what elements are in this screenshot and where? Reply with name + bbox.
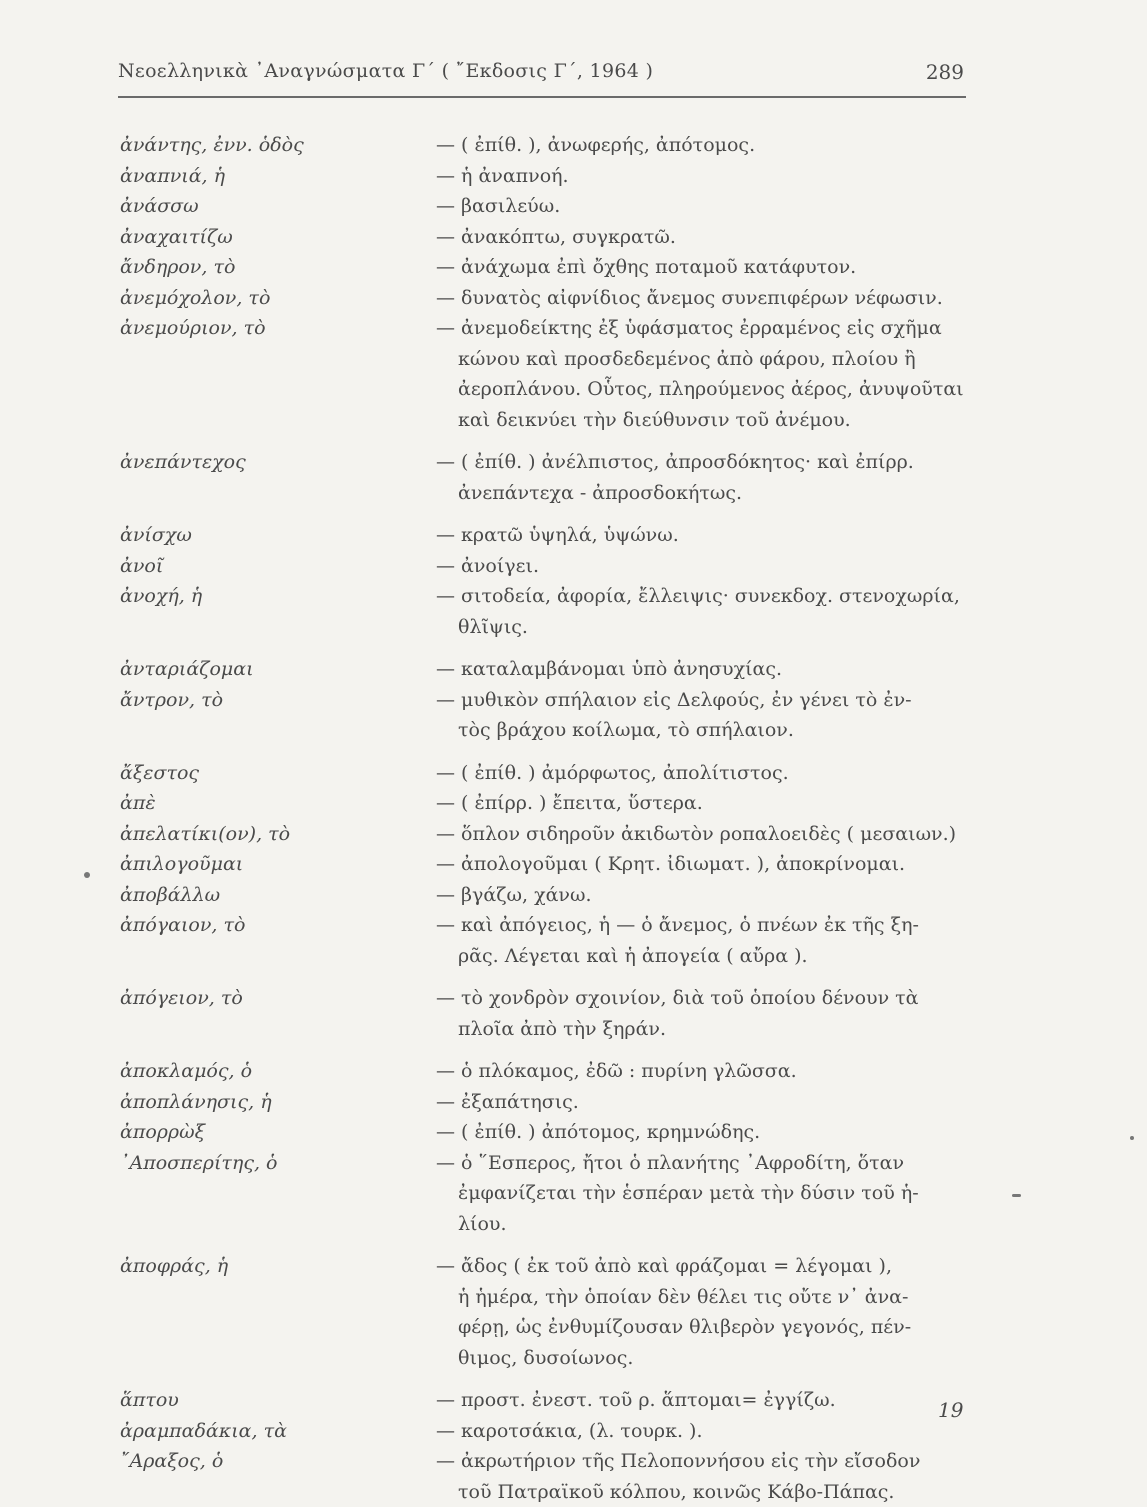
definition-line: — ἀνακόπτω, συγκρατῶ.	[436, 222, 970, 253]
entry-definition	[436, 983, 970, 1044]
glossary-entry	[0, 551, 1147, 582]
glossary-entry	[0, 252, 1147, 283]
entry-term: ἀποπλάνησις, ἡ	[120, 1087, 420, 1118]
definition-line: — ( ἐπίρρ. ) ἔπειτα, ὕστερα.	[436, 788, 970, 819]
entry-definition	[436, 819, 970, 850]
entry-definition	[436, 685, 970, 746]
definition-line: ἀεροπλάνου. Οὗτος, πληρούμενος ἀέρος, ἀνυψοῦται	[436, 374, 970, 405]
glossary-entry	[0, 1416, 1147, 1447]
entry-term: ἀνεμούριον, τὸ	[120, 313, 420, 344]
entry-definition	[436, 1148, 970, 1240]
entry-definition	[436, 520, 970, 551]
definition-line: πλοῖα ἀπὸ τὴν ξηράν.	[436, 1014, 970, 1045]
glossary-entry	[0, 1087, 1147, 1118]
definition-line: — δυνατὸς αἰφνίδιος ἄνεμος συνεπιφέρων νέφωσιν.	[436, 283, 970, 314]
definition-line: — ἐξαπάτησις.	[436, 1087, 970, 1118]
entry-definition	[436, 1416, 970, 1447]
definition-line: — ( ἐπίθ. ), ἀνωφερής, ἀπότομος.	[436, 130, 970, 161]
entry-definition	[436, 581, 970, 642]
entry-spacer	[0, 1239, 1147, 1251]
glossary-entry	[0, 654, 1147, 685]
ink-speck	[1130, 1136, 1134, 1140]
definition-line: κώνου καὶ προσδεδεμένος ἀπὸ φάρου, πλοίου ἢ	[436, 344, 970, 375]
definition-line: — ἀνοίγει.	[436, 551, 970, 582]
glossary-entry	[0, 983, 1147, 1044]
definition-line: ρᾶς. Λέγεται καὶ ἡ ἀπογεία ( αὔρα ).	[436, 941, 970, 972]
entry-definition	[436, 283, 970, 314]
entry-term: ἀνταριάζομαι	[120, 654, 420, 685]
definition-line: — ἀνεμοδείκτης ἐξ ὑφάσματος ἐρραμένος εἰς σχῆμα	[436, 313, 970, 344]
glossary-entry	[0, 685, 1147, 746]
entry-term: ἀπορρὼξ	[120, 1117, 420, 1148]
entry-spacer	[0, 435, 1147, 447]
glossary-entry	[0, 313, 1147, 435]
entry-term: ἀνάντης, ἐνν. ὁδὸς	[120, 130, 420, 161]
entry-spacer	[0, 642, 1147, 654]
entry-spacer	[0, 746, 1147, 758]
entry-term: ῎Αραξος, ὁ	[120, 1446, 420, 1477]
entry-definition	[436, 130, 970, 161]
definition-line: λίου.	[436, 1209, 970, 1240]
ink-speck	[84, 872, 90, 878]
glossary-entry	[0, 447, 1147, 508]
entry-definition	[436, 849, 970, 880]
entry-definition	[436, 551, 970, 582]
definition-line: θιμος, δυσοίωνος.	[436, 1343, 970, 1374]
entry-term: ἀπὲ	[120, 788, 420, 819]
glossary-entry	[0, 880, 1147, 911]
definition-line: θλῖψις.	[436, 612, 970, 643]
definition-line: — ( ἐπίθ. ) ἀπότομος, κρημνώδης.	[436, 1117, 970, 1148]
definition-line: — ἡ ἀναπνοή.	[436, 161, 970, 192]
entry-term: ἀπελατίκι(ον), τὸ	[120, 819, 420, 850]
entry-term: ἅπτου	[120, 1385, 420, 1416]
entry-definition	[436, 758, 970, 789]
entry-definition	[436, 222, 970, 253]
entry-definition	[436, 788, 970, 819]
entry-term: ἀνάσσω	[120, 191, 420, 222]
definition-line: — βασιλεύω.	[436, 191, 970, 222]
glossary-entry	[0, 1446, 1147, 1507]
entry-definition	[436, 880, 970, 911]
entry-definition	[436, 1446, 970, 1507]
entry-spacer	[0, 1044, 1147, 1056]
entry-definition	[436, 1117, 970, 1148]
glossary-entry	[0, 130, 1147, 161]
glossary-entry	[0, 849, 1147, 880]
entry-term: ἀποφράς, ἡ	[120, 1251, 420, 1282]
definition-line: — μυθικὸν σπήλαιον εἰς Δελφούς, ἐν γένει τὸ ἐν-	[436, 685, 970, 716]
entry-spacer	[0, 1373, 1147, 1385]
entry-term: ἄντρον, τὸ	[120, 685, 420, 716]
definition-line: — βγάζω, χάνω.	[436, 880, 970, 911]
entry-term: ἀνεπάντεχος	[120, 447, 420, 478]
entry-term: ἄνδηρον, τὸ	[120, 252, 420, 283]
glossary-entry	[0, 758, 1147, 789]
running-header	[118, 58, 964, 98]
definition-line: — καροτσάκια, (λ. τουρκ. ).	[436, 1416, 970, 1447]
definition-line: φέρῃ, ὡς ἐνθυμίζουσαν θλιβερὸν γεγονός, πέν-	[436, 1312, 970, 1343]
entry-term: ἀποβάλλω	[120, 880, 420, 911]
glossary-entry	[0, 222, 1147, 253]
glossary-entry	[0, 819, 1147, 850]
page-number: 289	[926, 60, 964, 84]
header-title: Νεοελληνικὰ ᾿Αναγνώσματα Γ΄ ( ῎Εκδοσις Γ΄, 1964 )	[118, 60, 653, 82]
entry-definition	[436, 654, 970, 685]
entry-definition	[436, 1087, 970, 1118]
glossary-entry	[0, 161, 1147, 192]
entry-definition	[436, 313, 970, 435]
glossary-entry	[0, 520, 1147, 551]
glossary-entry	[0, 283, 1147, 314]
definition-line: — ( ἐπίθ. ) ἀνέλπιστος, ἀπροσδόκητος· καὶ ἐπίρρ.	[436, 447, 970, 478]
definition-line: τὸς βράχου κοίλωμα, τὸ σπήλαιον.	[436, 715, 970, 746]
definition-line: — ἀκρωτήριον τῆς Πελοποννήσου εἰς τὴν εἴσοδον	[436, 1446, 970, 1477]
glossary-entry	[0, 1117, 1147, 1148]
definition-line: — σιτοδεία, ἀφορία, ἔλλειψις· συνεκδοχ. στενοχωρία,	[436, 581, 970, 612]
definition-line: — ὅπλον σιδηροῦν ἀκιδωτὸν ροπαλοειδὲς ( μεσαιων.)	[436, 819, 970, 850]
definition-line: — ἄδος ( ἐκ τοῦ ἀπὸ καὶ φράζομαι = λέγομαι ),	[436, 1251, 970, 1282]
definition-line: — ἀπολογοῦμαι ( Κρητ. ἰδιωματ. ), ἀποκρίνομαι.	[436, 849, 970, 880]
entry-term: ἄξεστος	[120, 758, 420, 789]
definition-line: — καὶ ἀπόγειος, ἡ — ὁ ἄνεμος, ὁ πνέων ἐκ τῆς ξη-	[436, 910, 970, 941]
entry-definition	[436, 161, 970, 192]
entry-definition	[436, 1385, 970, 1416]
entry-term: ἀναπνιά, ἡ	[120, 161, 420, 192]
definition-line: — προστ. ἐνεστ. τοῦ ρ. ἅπτομαι= ἐγγίζω.	[436, 1385, 970, 1416]
header-rule	[118, 96, 966, 98]
definition-line: — τὸ χονδρὸν σχοινίον, διὰ τοῦ ὁποίου δένουν τὰ	[436, 983, 970, 1014]
glossary-entry	[0, 1385, 1147, 1416]
entry-term: ἀπόγαιον, τὸ	[120, 910, 420, 941]
entry-spacer	[0, 508, 1147, 520]
entry-definition	[436, 910, 970, 971]
definition-line: ἀνεπάντεχα - ἀπροσδοκήτως.	[436, 478, 970, 509]
definition-line: καὶ δεικνύει τὴν διεύθυνσιν τοῦ ἀνέμου.	[436, 405, 970, 436]
entry-term: ἀπόγειον, τὸ	[120, 983, 420, 1014]
glossary-entry	[0, 1056, 1147, 1087]
glossary-entry	[0, 1148, 1147, 1240]
definition-line: — ( ἐπίθ. ) ἀμόρφωτος, ἀπολίτιστος.	[436, 758, 970, 789]
glossary-list	[0, 130, 1147, 1507]
entry-term: ἀνεμόχολον, τὸ	[120, 283, 420, 314]
entry-definition	[436, 1056, 970, 1087]
entry-term: ἀνίσχω	[120, 520, 420, 551]
definition-line: — ὁ πλόκαμος, ἐδῶ : πυρίνη γλῶσσα.	[436, 1056, 970, 1087]
definition-line: ἐμφανίζεται τὴν ἑσπέραν μετὰ τὴν δύσιν τοῦ ἡ-	[436, 1178, 970, 1209]
definition-line: — ἀνάχωμα ἐπὶ ὄχθης ποταμοῦ κατάφυτον.	[436, 252, 970, 283]
entry-term: ἀνοχή, ἡ	[120, 581, 420, 612]
glossary-entry	[0, 788, 1147, 819]
definition-line: — καταλαμβάνομαι ὑπὸ ἀνησυχίας.	[436, 654, 970, 685]
ink-speck	[1012, 1194, 1021, 1197]
definition-line: — ὁ ῞Εσπερος, ἤτοι ὁ πλανήτης ᾿Αφροδίτη, ὅταν	[436, 1148, 970, 1179]
definition-line: ἡ ἡμέρα, τὴν ὁποίαν δὲν θέλει τις οὔτε ν᾿ ἀνα-	[436, 1282, 970, 1313]
glossary-entry	[0, 581, 1147, 642]
entry-term: ἀνοῖ	[120, 551, 420, 582]
entry-spacer	[0, 971, 1147, 983]
entry-definition	[436, 1251, 970, 1373]
entry-term: ἀραμπαδάκια, τὰ	[120, 1416, 420, 1447]
entry-definition	[436, 447, 970, 508]
entry-term: ἀπιλογοῦμαι	[120, 849, 420, 880]
entry-term: ἀποκλαμός, ὁ	[120, 1056, 420, 1087]
glossary-entry	[0, 191, 1147, 222]
entry-definition	[436, 191, 970, 222]
glossary-entry	[0, 910, 1147, 971]
entry-term: ἀναχαιτίζω	[120, 222, 420, 253]
definition-line: τοῦ Πατραϊκοῦ κόλπου, κοινῶς Κάβο-Πάπας.	[436, 1477, 970, 1507]
entry-term: ᾿Αποσπερίτης, ὁ	[120, 1148, 420, 1179]
glossary-entry	[0, 1251, 1147, 1373]
definition-line: — κρατῶ ὑψηλά, ὑψώνω.	[436, 520, 970, 551]
folio-number: 19	[938, 1398, 963, 1422]
entry-definition	[436, 252, 970, 283]
